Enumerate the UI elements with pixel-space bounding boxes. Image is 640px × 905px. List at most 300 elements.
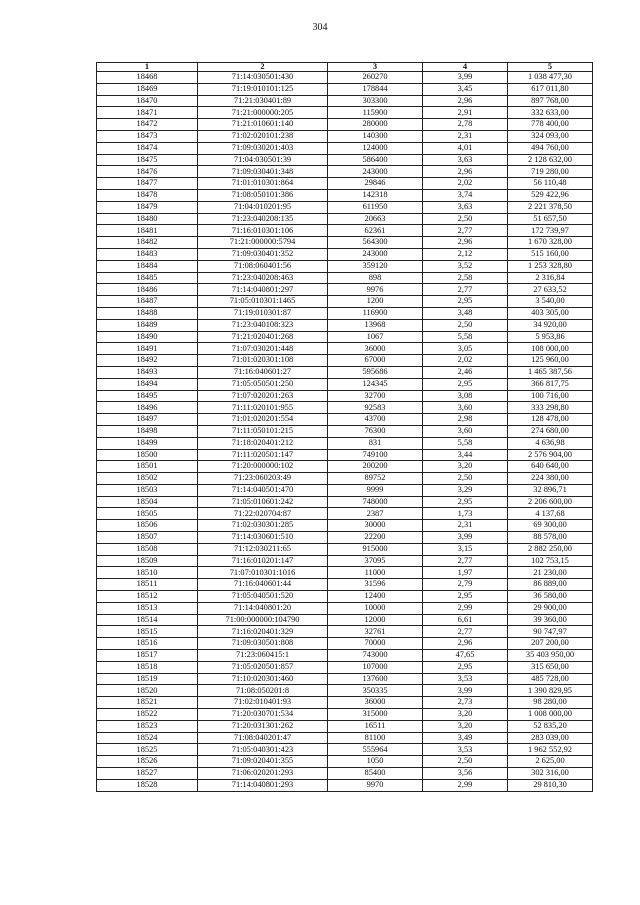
cadastral-number-cell: 71:22:020704:87: [198, 508, 328, 520]
area-cell: 81100: [328, 732, 423, 744]
cadastral-number-cell: 71:16:020401:329: [198, 626, 328, 638]
row-number-cell: 18475: [97, 154, 198, 166]
rate-cell: 2,77: [423, 225, 508, 237]
area-cell: 140300: [328, 130, 423, 142]
row-number-cell: 18489: [97, 319, 198, 331]
table-row: [97, 296, 593, 308]
value-cell: 1 038 477,30: [508, 72, 593, 84]
table-row: [97, 591, 593, 603]
value-cell: 4 636,98: [508, 437, 593, 449]
value-cell: 1 465 387,56: [508, 366, 593, 378]
table-row: [97, 449, 593, 461]
cadastral-number-cell: 71:05:020501:857: [198, 661, 328, 673]
area-cell: 124345: [328, 378, 423, 390]
value-cell: 34 920,00: [508, 319, 593, 331]
area-cell: 107000: [328, 661, 423, 673]
row-number-cell: 18468: [97, 72, 198, 84]
value-cell: 56 110,48: [508, 178, 593, 190]
table-row: [97, 720, 593, 732]
cadastral-number-cell: 71:20:030701:534: [198, 709, 328, 721]
cadastral-number-cell: 71:20:000000:102: [198, 461, 328, 473]
area-cell: 37095: [328, 555, 423, 567]
area-cell: 359120: [328, 260, 423, 272]
area-cell: 116900: [328, 307, 423, 319]
value-cell: 35 403 950,00: [508, 650, 593, 662]
area-cell: 748000: [328, 496, 423, 508]
area-cell: 85400: [328, 768, 423, 780]
cadastral-number-cell: 71:23:060415:1: [198, 650, 328, 662]
rate-cell: 3,56: [423, 768, 508, 780]
column-header-2: 2: [198, 63, 328, 72]
rate-cell: 2,50: [423, 473, 508, 485]
value-cell: 90 747,97: [508, 626, 593, 638]
area-cell: 92583: [328, 402, 423, 414]
table-row: [97, 732, 593, 744]
rate-cell: 2,31: [423, 130, 508, 142]
table-row: [97, 272, 593, 284]
row-number-cell: 18496: [97, 402, 198, 414]
value-cell: 1 390 829,95: [508, 685, 593, 697]
rate-cell: 2,79: [423, 579, 508, 591]
row-number-cell: 18517: [97, 650, 198, 662]
value-cell: 366 817,75: [508, 378, 593, 390]
rate-cell: 2,99: [423, 779, 508, 791]
cadastral-number-cell: 71:21:000000:5794: [198, 237, 328, 249]
table-row: [97, 130, 593, 142]
area-cell: 586400: [328, 154, 423, 166]
value-cell: 224 380,00: [508, 473, 593, 485]
row-number-cell: 18523: [97, 720, 198, 732]
table-row: [97, 319, 593, 331]
rate-cell: 3,99: [423, 685, 508, 697]
value-cell: 1 253 328,80: [508, 260, 593, 272]
cadastral-number-cell: 71:09:030401:352: [198, 248, 328, 260]
cadastral-number-cell: 71:05:040301:423: [198, 744, 328, 756]
row-number-cell: 18521: [97, 697, 198, 709]
table-row: [97, 142, 593, 154]
cadastral-number-cell: 71:05:010601:242: [198, 496, 328, 508]
cadastral-number-cell: 71:04:010201:95: [198, 201, 328, 213]
rate-cell: 2,95: [423, 591, 508, 603]
row-number-cell: 18501: [97, 461, 198, 473]
cadastral-number-cell: 71:01:010301:864: [198, 178, 328, 190]
cadastral-number-cell: 71:23:040208:463: [198, 272, 328, 284]
rate-cell: 3,49: [423, 732, 508, 744]
value-cell: 2 221 378,50: [508, 201, 593, 213]
value-cell: 302 316,00: [508, 768, 593, 780]
table-row: [97, 673, 593, 685]
value-cell: 719 280,00: [508, 166, 593, 178]
table-row: [97, 378, 593, 390]
value-cell: 315 650,00: [508, 661, 593, 673]
table-row: [97, 390, 593, 402]
rate-cell: 3,08: [423, 390, 508, 402]
area-cell: 595686: [328, 366, 423, 378]
table-row: [97, 756, 593, 768]
value-cell: 2 316,84: [508, 272, 593, 284]
rate-cell: 3,20: [423, 720, 508, 732]
value-cell: 1 670 328,00: [508, 237, 593, 249]
row-number-cell: 18473: [97, 130, 198, 142]
rate-cell: 2,96: [423, 166, 508, 178]
area-cell: 142318: [328, 189, 423, 201]
row-number-cell: 18476: [97, 166, 198, 178]
row-number-cell: 18504: [97, 496, 198, 508]
cadastral-number-cell: 71:21:010601:140: [198, 119, 328, 131]
value-cell: 36 580,00: [508, 591, 593, 603]
value-cell: 128 478,00: [508, 414, 593, 426]
table-row: [97, 685, 593, 697]
value-cell: 485 728,00: [508, 673, 593, 685]
cadastral-number-cell: 71:02:020101:238: [198, 130, 328, 142]
value-cell: 332 633,00: [508, 107, 593, 119]
row-number-cell: 18477: [97, 178, 198, 190]
value-cell: 617 011,80: [508, 83, 593, 95]
row-number-cell: 18528: [97, 779, 198, 791]
row-number-cell: 18478: [97, 189, 198, 201]
table-row: [97, 95, 593, 107]
cadastral-number-cell: 71:19:010101:125: [198, 83, 328, 95]
value-cell: 324 093,00: [508, 130, 593, 142]
table-row: [97, 567, 593, 579]
value-cell: 100 716,00: [508, 390, 593, 402]
area-cell: 611950: [328, 201, 423, 213]
area-cell: 831: [328, 437, 423, 449]
table-row: [97, 697, 593, 709]
area-cell: 1200: [328, 296, 423, 308]
cadastral-number-cell: 71:09:030501:808: [198, 638, 328, 650]
area-cell: 303300: [328, 95, 423, 107]
value-cell: 86 889,00: [508, 579, 593, 591]
area-cell: 12000: [328, 614, 423, 626]
rate-cell: 1,73: [423, 508, 508, 520]
value-cell: 1 962 552,92: [508, 744, 593, 756]
area-cell: 11000: [328, 567, 423, 579]
row-number-cell: 18481: [97, 225, 198, 237]
value-cell: 125 960,00: [508, 355, 593, 367]
area-cell: 76300: [328, 425, 423, 437]
row-number-cell: 18480: [97, 213, 198, 225]
value-cell: 5 953,86: [508, 331, 593, 343]
row-number-cell: 18469: [97, 83, 198, 95]
area-cell: 31596: [328, 579, 423, 591]
value-cell: 333 298,80: [508, 402, 593, 414]
value-cell: 529 422,96: [508, 189, 593, 201]
cadastral-number-cell: 71:16:040601:44: [198, 579, 328, 591]
row-number-cell: 18483: [97, 248, 198, 260]
area-cell: 12400: [328, 591, 423, 603]
value-cell: 403 305,00: [508, 307, 593, 319]
row-number-cell: 18515: [97, 626, 198, 638]
rate-cell: 3,60: [423, 425, 508, 437]
column-header-1: 1: [97, 63, 198, 72]
table-row: [97, 166, 593, 178]
row-number-cell: 18486: [97, 284, 198, 296]
rate-cell: 2,12: [423, 248, 508, 260]
rate-cell: 2,95: [423, 378, 508, 390]
area-cell: 67000: [328, 355, 423, 367]
table-row: [97, 72, 593, 84]
row-number-cell: 18507: [97, 532, 198, 544]
value-cell: 172 739,97: [508, 225, 593, 237]
row-number-cell: 18509: [97, 555, 198, 567]
row-number-cell: 18522: [97, 709, 198, 721]
area-cell: 36000: [328, 343, 423, 355]
rate-cell: 2,77: [423, 626, 508, 638]
value-cell: 2 576 904,00: [508, 449, 593, 461]
area-cell: 243000: [328, 166, 423, 178]
row-number-cell: 18527: [97, 768, 198, 780]
area-cell: 749100: [328, 449, 423, 461]
value-cell: 88 578,00: [508, 532, 593, 544]
value-cell: 102 753,15: [508, 555, 593, 567]
table-row: [97, 83, 593, 95]
table-row: [97, 189, 593, 201]
cadastral-number-cell: 71:21:000000:205: [198, 107, 328, 119]
row-number-cell: 18511: [97, 579, 198, 591]
rate-cell: 2,96: [423, 95, 508, 107]
value-cell: 274 680,00: [508, 425, 593, 437]
table-row: [97, 555, 593, 567]
rate-cell: 3,48: [423, 307, 508, 319]
row-number-cell: 18518: [97, 661, 198, 673]
table-body: [97, 72, 593, 792]
rate-cell: 2,96: [423, 638, 508, 650]
rate-cell: 47,65: [423, 650, 508, 662]
value-cell: 778 400,00: [508, 119, 593, 131]
row-number-cell: 18524: [97, 732, 198, 744]
value-cell: 51 657,50: [508, 213, 593, 225]
area-cell: 555964: [328, 744, 423, 756]
rate-cell: 2,95: [423, 296, 508, 308]
area-cell: 115900: [328, 107, 423, 119]
rate-cell: 3,44: [423, 449, 508, 461]
rate-cell: 3,53: [423, 673, 508, 685]
value-cell: 69 300,00: [508, 520, 593, 532]
rate-cell: 1,97: [423, 567, 508, 579]
row-number-cell: 18502: [97, 473, 198, 485]
rate-cell: 2,50: [423, 319, 508, 331]
value-cell: 494 760,00: [508, 142, 593, 154]
row-number-cell: 18508: [97, 543, 198, 555]
row-number-cell: 18487: [97, 296, 198, 308]
column-header-3: 3: [328, 63, 423, 72]
table-row: [97, 638, 593, 650]
table-row: [97, 107, 593, 119]
cadastral-number-cell: 71:08:040201:47: [198, 732, 328, 744]
area-cell: 9976: [328, 284, 423, 296]
area-cell: 13968: [328, 319, 423, 331]
table-row: [97, 602, 593, 614]
value-cell: 3 540,00: [508, 296, 593, 308]
row-number-cell: 18490: [97, 331, 198, 343]
value-cell: 52 835,20: [508, 720, 593, 732]
area-cell: 32700: [328, 390, 423, 402]
table-row: [97, 201, 593, 213]
row-number-cell: 18505: [97, 508, 198, 520]
cadastral-number-cell: 71:05:040501:520: [198, 591, 328, 603]
table-row: [97, 744, 593, 756]
value-cell: 32 896,71: [508, 484, 593, 496]
area-cell: 2387: [328, 508, 423, 520]
table-row: [97, 473, 593, 485]
table-row: [97, 779, 593, 791]
area-cell: 36000: [328, 697, 423, 709]
area-cell: 29846: [328, 178, 423, 190]
table-row: [97, 425, 593, 437]
table-row: [97, 414, 593, 426]
row-number-cell: 18484: [97, 260, 198, 272]
rate-cell: 3,60: [423, 402, 508, 414]
table-row: [97, 768, 593, 780]
area-cell: 30000: [328, 520, 423, 532]
row-number-cell: 18514: [97, 614, 198, 626]
table-row: [97, 650, 593, 662]
area-cell: 22200: [328, 532, 423, 544]
cadastral-number-cell: 71:23:040108:323: [198, 319, 328, 331]
rate-cell: 2,58: [423, 272, 508, 284]
cadastral-number-cell: 71:16:010201:147: [198, 555, 328, 567]
rate-cell: 2,95: [423, 661, 508, 673]
table-row: [97, 461, 593, 473]
cadastral-number-cell: 71:12:030211:65: [198, 543, 328, 555]
table-row: [97, 366, 593, 378]
cadastral-number-cell: 71:01:020201:554: [198, 414, 328, 426]
area-cell: 9999: [328, 484, 423, 496]
table-row: [97, 343, 593, 355]
cadastral-number-cell: 71:00:000000:104790: [198, 614, 328, 626]
cadastral-number-cell: 71:08:050201:8: [198, 685, 328, 697]
area-cell: 1050: [328, 756, 423, 768]
table-row: [97, 355, 593, 367]
row-number-cell: 18488: [97, 307, 198, 319]
cadastral-number-cell: 71:02:030301:285: [198, 520, 328, 532]
cadastral-number-cell: 71:09:030201:403: [198, 142, 328, 154]
area-cell: 260270: [328, 72, 423, 84]
value-cell: 283 039,00: [508, 732, 593, 744]
rate-cell: 2,98: [423, 414, 508, 426]
row-number-cell: 18474: [97, 142, 198, 154]
rate-cell: 2,96: [423, 237, 508, 249]
table-row: [97, 225, 593, 237]
cadastral-number-cell: 71:20:031301:262: [198, 720, 328, 732]
value-cell: 1 008 000,00: [508, 709, 593, 721]
table-row: [97, 532, 593, 544]
table-row: [97, 331, 593, 343]
cadastral-number-cell: 71:01:020301:108: [198, 355, 328, 367]
cadastral-number-cell: 71:02:010401:93: [198, 697, 328, 709]
value-cell: 39 360,00: [508, 614, 593, 626]
rate-cell: 3,05: [423, 343, 508, 355]
table-header-row: [97, 63, 593, 72]
row-number-cell: 18519: [97, 673, 198, 685]
cadastral-number-cell: 71:14:040501:470: [198, 484, 328, 496]
row-number-cell: 18520: [97, 685, 198, 697]
rate-cell: 2,77: [423, 284, 508, 296]
rate-cell: 3,20: [423, 461, 508, 473]
rate-cell: 3,74: [423, 189, 508, 201]
cadastral-number-cell: 71:07:030201:448: [198, 343, 328, 355]
area-cell: 743000: [328, 650, 423, 662]
row-number-cell: 18525: [97, 744, 198, 756]
area-cell: 124000: [328, 142, 423, 154]
area-cell: 20663: [328, 213, 423, 225]
column-header-4: 4: [423, 63, 508, 72]
rate-cell: 2,46: [423, 366, 508, 378]
cadastral-number-cell: 71:23:040208:135: [198, 213, 328, 225]
rate-cell: 3,63: [423, 154, 508, 166]
cadastral-number-cell: 71:07:010301:1016: [198, 567, 328, 579]
row-number-cell: 18497: [97, 414, 198, 426]
rate-cell: 2,77: [423, 555, 508, 567]
value-cell: 98 280,00: [508, 697, 593, 709]
area-cell: 137600: [328, 673, 423, 685]
cadastral-number-cell: 71:08:060401:56: [198, 260, 328, 272]
area-cell: 32761: [328, 626, 423, 638]
row-number-cell: 18510: [97, 567, 198, 579]
rate-cell: 4,01: [423, 142, 508, 154]
value-cell: 108 000,00: [508, 343, 593, 355]
cadastral-number-cell: 71:06:020201:293: [198, 768, 328, 780]
table-row: [97, 260, 593, 272]
rate-cell: 2,91: [423, 107, 508, 119]
row-number-cell: 18499: [97, 437, 198, 449]
area-cell: 43700: [328, 414, 423, 426]
cadastral-number-cell: 71:05:050501:250: [198, 378, 328, 390]
table-row: [97, 626, 593, 638]
area-cell: 89752: [328, 473, 423, 485]
table-row: [97, 119, 593, 131]
row-number-cell: 18498: [97, 425, 198, 437]
table-row: [97, 237, 593, 249]
rate-cell: 3,45: [423, 83, 508, 95]
area-cell: 178844: [328, 83, 423, 95]
area-cell: 915000: [328, 543, 423, 555]
cadastral-number-cell: 71:07:020201:263: [198, 390, 328, 402]
value-cell: 2 882 250,00: [508, 543, 593, 555]
row-number-cell: 18492: [97, 355, 198, 367]
value-cell: 21 230,00: [508, 567, 593, 579]
cadastral-number-cell: 71:10:020301:460: [198, 673, 328, 685]
row-number-cell: 18493: [97, 366, 198, 378]
row-number-cell: 18512: [97, 591, 198, 603]
table-row: [97, 496, 593, 508]
rate-cell: 3,52: [423, 260, 508, 272]
rate-cell: 3,53: [423, 744, 508, 756]
row-number-cell: 18482: [97, 237, 198, 249]
area-cell: 70000: [328, 638, 423, 650]
rate-cell: 3,99: [423, 532, 508, 544]
area-cell: 62361: [328, 225, 423, 237]
rate-cell: 2,50: [423, 213, 508, 225]
row-number-cell: 18485: [97, 272, 198, 284]
area-cell: 243000: [328, 248, 423, 260]
value-cell: 640 640,00: [508, 461, 593, 473]
cadastral-number-cell: 71:16:040601:27: [198, 366, 328, 378]
area-cell: 315000: [328, 709, 423, 721]
area-cell: 564300: [328, 237, 423, 249]
registry-table: [96, 62, 593, 792]
rate-cell: 2,50: [423, 756, 508, 768]
value-cell: 2 128 632,00: [508, 154, 593, 166]
cadastral-number-cell: 71:16:010301:106: [198, 225, 328, 237]
rate-cell: 3,29: [423, 484, 508, 496]
table-row: [97, 248, 593, 260]
rate-cell: 2,31: [423, 520, 508, 532]
row-number-cell: 18500: [97, 449, 198, 461]
table-row: [97, 661, 593, 673]
row-number-cell: 18472: [97, 119, 198, 131]
